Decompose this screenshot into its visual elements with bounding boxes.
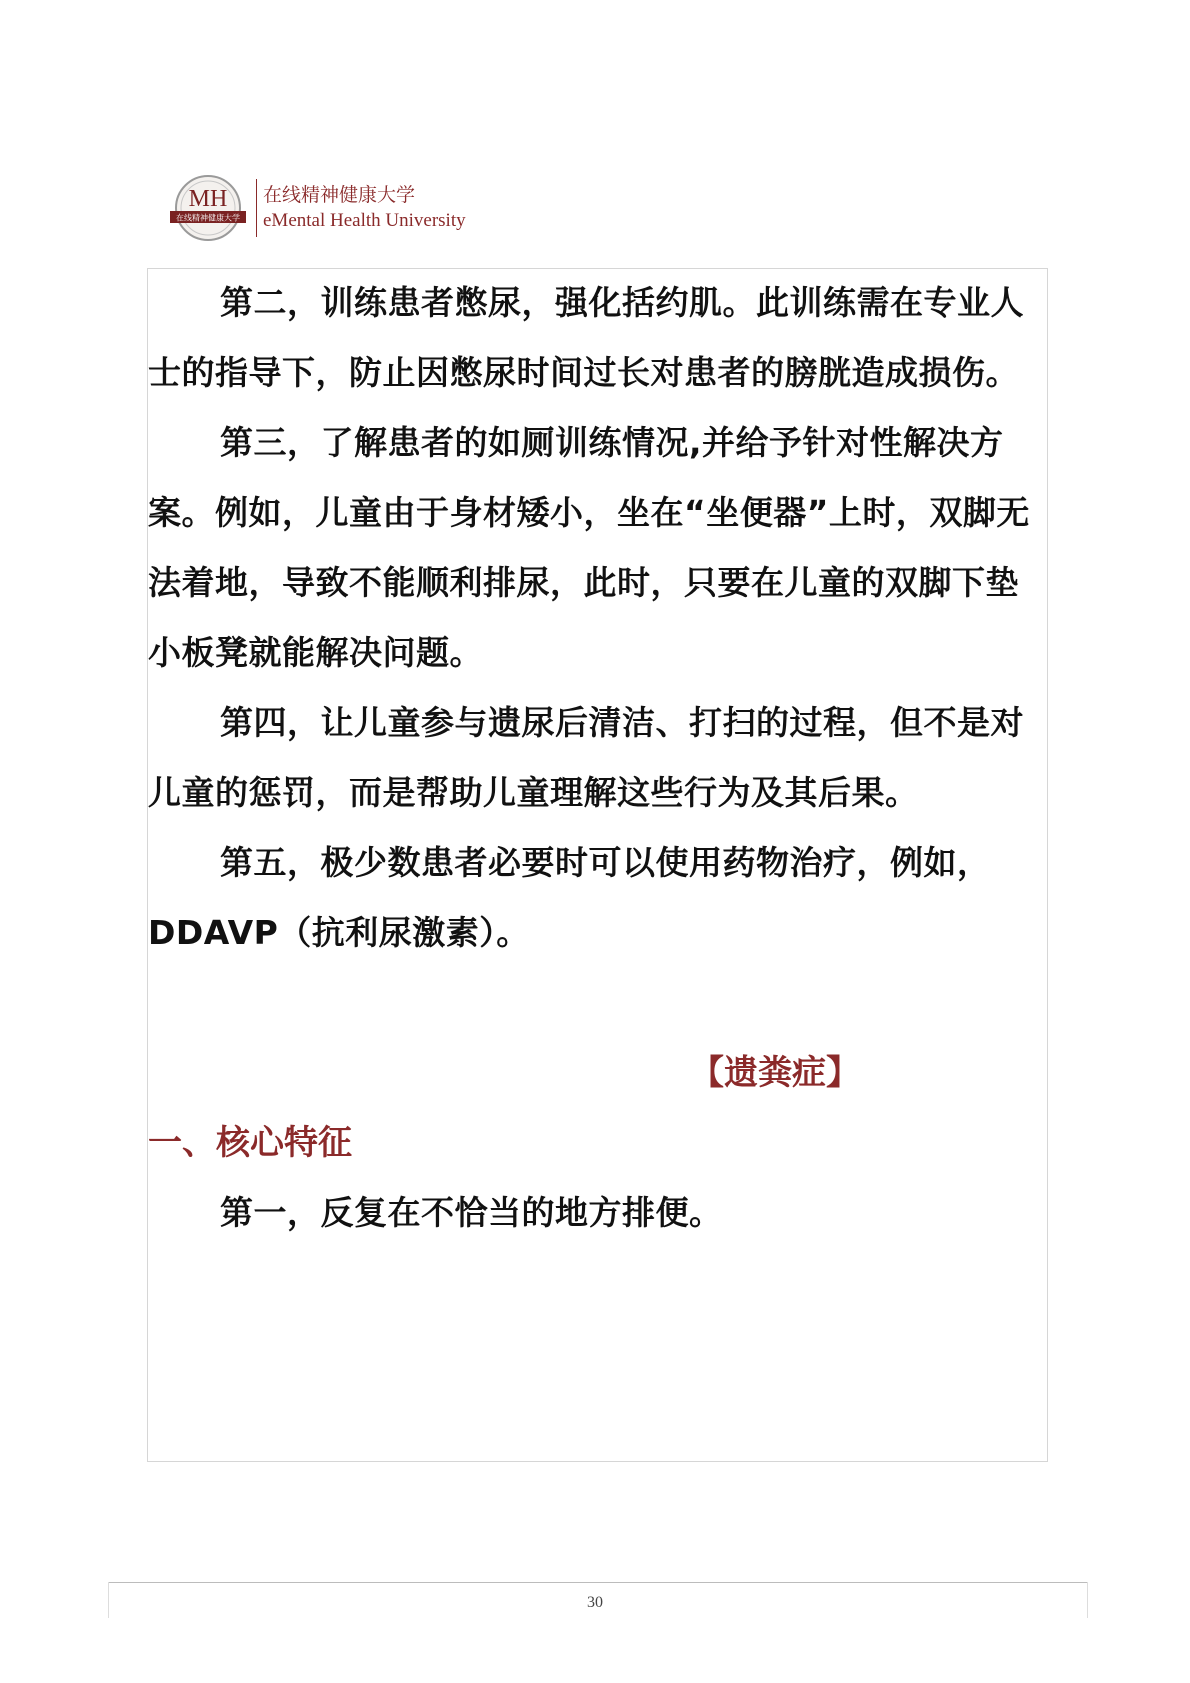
logo-ribbon-text: 在线精神健康大学 bbox=[176, 213, 240, 223]
paragraph-3: 第三，了解患者的如厕训练情况,并给予针对性解决方案。例如，儿童由于身材矮小，坐在“坐便器”上时，双脚无法着地，导致不能顺利排尿，此时，只要在儿童的双脚下垫小板凳就能解决问题。 bbox=[148, 423, 1030, 672]
header-logo bbox=[170, 172, 466, 244]
paragraph-5: 第五，极少数患者必要时可以使用药物治疗，例如，DDAVP（抗利尿激素）。 bbox=[148, 843, 991, 952]
university-seal-icon bbox=[170, 173, 246, 243]
subsection-title: 一、核心特征 bbox=[148, 1123, 352, 1163]
footer-divider bbox=[108, 1582, 1088, 1583]
paragraph-2: 第二，训练患者憋尿，强化括约肌。此训练需在专业人士的指导下，防止因憋尿时间过长对患者的膀胱造成损伤。 bbox=[148, 283, 1024, 392]
university-name bbox=[263, 182, 466, 234]
university-name-en: eMental Health University bbox=[263, 210, 466, 231]
logo-mark: MH bbox=[188, 186, 228, 212]
section-title: 【遗粪症】 bbox=[690, 1053, 860, 1093]
page-number: 30 bbox=[587, 1594, 603, 1611]
paragraph-feature-1: 第一，反复在不恰当的地方排便。 bbox=[220, 1193, 723, 1232]
document-body bbox=[148, 268, 1048, 1248]
logo-divider bbox=[256, 179, 257, 237]
paragraph-4: 第四，让儿童参与遗尿后清洁、打扫的过程，但不是对儿童的惩罚，而是帮助儿童理解这些行为及其后果。 bbox=[148, 703, 1024, 812]
university-name-cn: 在线精神健康大学 bbox=[263, 184, 416, 206]
